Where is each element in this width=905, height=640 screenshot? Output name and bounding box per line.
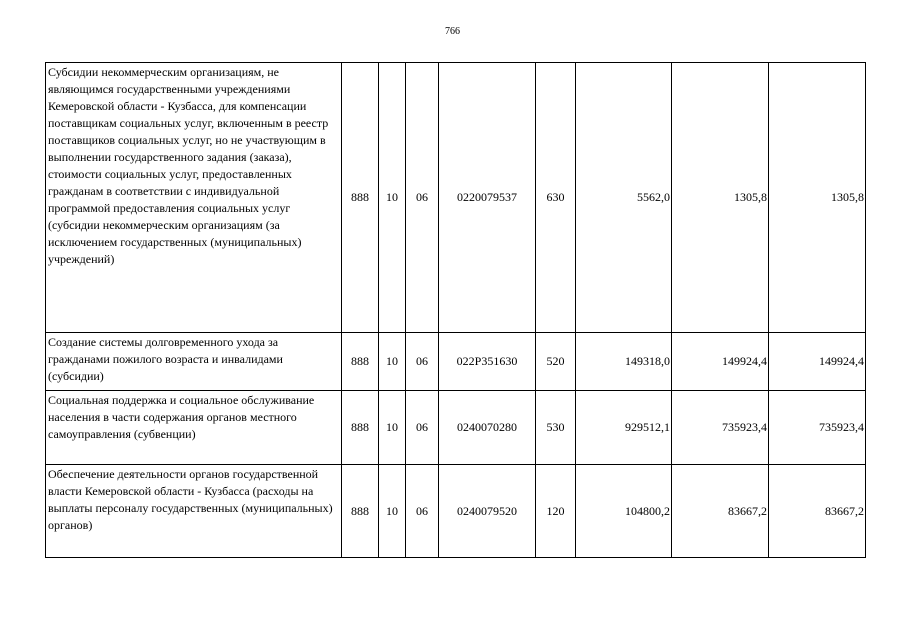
amount-year-1-cell: 929512,1 bbox=[576, 391, 672, 465]
target-article-code-cell: 0240070280 bbox=[439, 391, 536, 465]
expense-type-code-cell: 530 bbox=[536, 391, 576, 465]
department-code-cell: 888 bbox=[342, 465, 379, 558]
subsection-code-cell: 06 bbox=[406, 333, 439, 391]
amount-year-3-cell: 1305,8 bbox=[769, 63, 866, 333]
amount-year-1-cell: 149318,0 bbox=[576, 333, 672, 391]
amount-year-2-cell: 735923,4 bbox=[672, 391, 769, 465]
table-row bbox=[46, 465, 866, 558]
expense-type-code-cell: 520 bbox=[536, 333, 576, 391]
section-code-cell: 10 bbox=[379, 465, 406, 558]
target-article-code-cell: 0220079537 bbox=[439, 63, 536, 333]
expense-name-cell: Создание системы долговременного ухода за гражданами пожилого возраста и инвалидами (субсидии) bbox=[46, 333, 342, 391]
amount-year-3-cell: 149924,4 bbox=[769, 333, 866, 391]
section-code-cell: 10 bbox=[379, 63, 406, 333]
expense-type-code-cell: 120 bbox=[536, 465, 576, 558]
amount-year-1-cell: 104800,2 bbox=[576, 465, 672, 558]
subsection-code-cell: 06 bbox=[406, 465, 439, 558]
table-row bbox=[46, 333, 866, 391]
subsection-code-cell: 06 bbox=[406, 391, 439, 465]
amount-year-2-cell: 83667,2 bbox=[672, 465, 769, 558]
target-article-code-cell: 022P351630 bbox=[439, 333, 536, 391]
table-row bbox=[46, 391, 866, 465]
department-code-cell: 888 bbox=[342, 333, 379, 391]
table-row bbox=[46, 63, 866, 333]
amount-year-2-cell: 149924,4 bbox=[672, 333, 769, 391]
budget-table bbox=[45, 62, 866, 558]
section-code-cell: 10 bbox=[379, 333, 406, 391]
expense-name-cell: Субсидии некоммерческим организациям, не являющимся государственными учреждениями Кемеровской области - Кузбасса, для компенсации поставщикам социальных услуг, включенным в реестр поставщиков социальных услуг, но не участвующим в выполнении государственного задания (заказа), стоимости социальных услуг, предоставленных гражданам в соответствии с индивидуальной программой предоставления социальных услуг (субсидии некоммерческим организациям (за исключением государственных (муниципальных) учреждений) bbox=[46, 63, 342, 333]
amount-year-2-cell: 1305,8 bbox=[672, 63, 769, 333]
expense-name-cell: Обеспечение деятельности органов государственной власти Кемеровской области - Кузбасса (расходы на выплаты персоналу государственных (муниципальных) органов) bbox=[46, 465, 342, 558]
amount-year-3-cell: 83667,2 bbox=[769, 465, 866, 558]
target-article-code-cell: 0240079520 bbox=[439, 465, 536, 558]
expense-name-cell: Социальная поддержка и социальное обслуживание населения в части содержания органов местного самоуправления (субвенции) bbox=[46, 391, 342, 465]
page-number: 766 bbox=[445, 26, 460, 37]
section-code-cell: 10 bbox=[379, 391, 406, 465]
amount-year-3-cell: 735923,4 bbox=[769, 391, 866, 465]
department-code-cell: 888 bbox=[342, 63, 379, 333]
amount-year-1-cell: 5562,0 bbox=[576, 63, 672, 333]
expense-type-code-cell: 630 bbox=[536, 63, 576, 333]
subsection-code-cell: 06 bbox=[406, 63, 439, 333]
department-code-cell: 888 bbox=[342, 391, 379, 465]
